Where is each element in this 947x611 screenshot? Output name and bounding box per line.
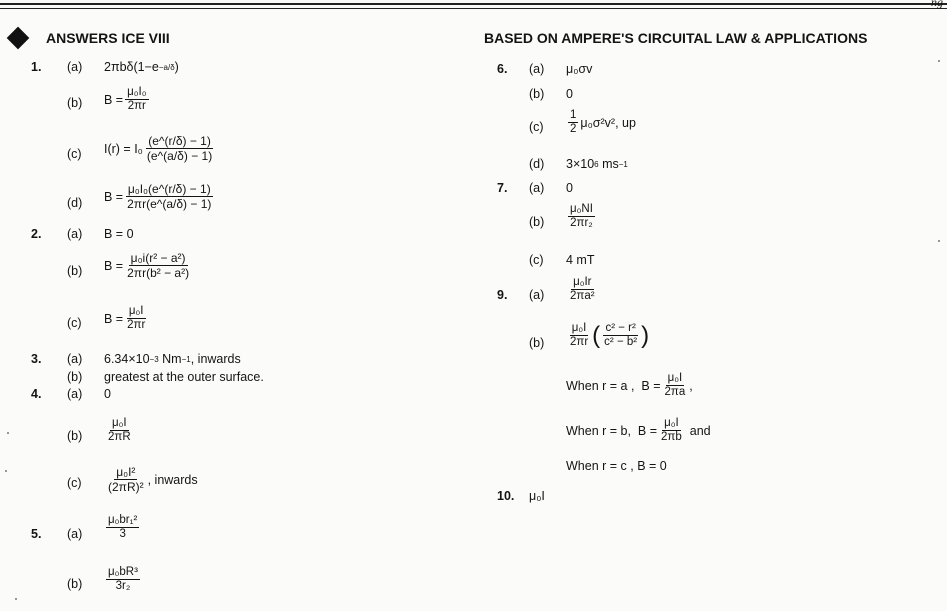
q2b-answer: B = $\frac{\text{μ₀i(r² − a²)}}{\text{2πr(b² − a²)}}$ (104, 251, 190, 280)
q3a-label: (a) (67, 352, 83, 366)
q9a-answer: $\frac{\text{μ₀Ir}}{\text{2πa²}}$ (570, 276, 595, 302)
q6d-label: (d) (529, 157, 545, 171)
q4a-label: (a) (67, 387, 83, 401)
q6b-label: (b) (529, 87, 545, 101)
q9a-label: (a) (529, 288, 545, 302)
q7c-answer: 4 mT (566, 253, 595, 267)
q5-number: 5. (31, 527, 42, 541)
q7a-label: (a) (529, 181, 545, 195)
q7a-answer: 0 (566, 181, 573, 195)
q4a-answer: 0 (104, 387, 111, 401)
q7-number: 7. (497, 181, 508, 195)
q4c-answer: $\frac{\text{μ₀I²}}{\text{(2πR)²}}$ , inwards (108, 465, 198, 494)
q2a-answer: B = 0 (104, 227, 134, 241)
q5a-label: (a) (67, 527, 83, 541)
q7b-answer: $\frac{\text{μ₀NI}}{\text{2πr₂}}$ (570, 203, 593, 229)
q4-number: 4. (31, 387, 42, 401)
q5a-answer: $\frac{\text{μ₀br₁²}}{3}$ (108, 514, 138, 540)
page-header-fragment: ng (931, 0, 943, 9)
q10-answer: μ₀I (529, 489, 545, 503)
scan-speck (15, 598, 17, 600)
q6a-label: (a) (529, 62, 545, 76)
q6-number: 6. (497, 62, 508, 76)
q7c-label: (c) (529, 253, 544, 267)
q2c-answer: B = $\frac{\text{μ₀I}}{2\pi r}$ (104, 305, 146, 331)
q1a-label: (a) (67, 60, 83, 74)
top-rule-thin (0, 8, 947, 9)
q1c-answer: I(r) = I₀ $\frac{(e\^{}(r/\delta) - 1)}{(e\^{}(a/\delta) - 1)}$ (104, 134, 213, 163)
q2c-label: (c) (67, 316, 82, 330)
q1b-answer: B = $\frac{\text{μ₀I₀}}{2\pi r}$ (104, 86, 147, 112)
q9-when-c: When r = c , B = 0 (566, 459, 667, 473)
q10-number: 10. (497, 489, 515, 503)
left-heading: ANSWERS ICE VIII (46, 30, 170, 46)
scan-speck (7, 432, 9, 434)
q5b-answer: $\frac{\text{μ₀bR³}}{\text{3r₂}}$ (108, 566, 138, 592)
q9b-answer: $\frac{\text{μ₀I}}{2\pi r}$ ( $\frac{\text{c² − r²}}{\text{c² − b²}}$ ) (570, 321, 650, 349)
q3b-answer: greatest at the outer surface. (104, 370, 264, 384)
diamond-bullet-icon (7, 27, 30, 50)
q9-when-a: When r = a , B = $\frac{\text{μ₀I}}{2\pi a}$ , (566, 372, 693, 398)
q6a-answer: μ₀σv (566, 62, 593, 76)
q3b-label: (b) (67, 370, 83, 384)
q9b-label: (b) (529, 336, 545, 350)
right-heading: BASED ON AMPERE'S CIRCUITAL LAW & APPLICATIONS (484, 30, 868, 46)
q1c-label: (c) (67, 147, 82, 161)
q2a-label: (a) (67, 227, 83, 241)
q5b-label: (b) (67, 577, 83, 591)
scan-speck (938, 240, 940, 242)
q6d-answer: 3×10 6 ms −1 (566, 157, 628, 171)
q3a-answer: 6.34×10 −3 Nm −1 , inwards (104, 352, 241, 366)
scan-speck (938, 60, 940, 62)
q9-number: 9. (497, 288, 508, 302)
q6c-label: (c) (529, 120, 544, 134)
q3-number: 3. (31, 352, 42, 366)
q6c-answer: $\frac{1}{2}$ μ₀σ²v², up (570, 109, 636, 135)
q1b-label: (b) (67, 96, 83, 110)
q4b-answer: $\frac{\text{μ₀I}}{2\pi R}$ (108, 417, 131, 443)
q1-number: 1. (31, 60, 42, 74)
q6b-answer: 0 (566, 87, 573, 101)
q1a-answer: 2πbδ(1−e −a/δ ) (104, 60, 179, 74)
q7b-label: (b) (529, 215, 545, 229)
q1d-label: (d) (67, 196, 83, 210)
q4b-label: (b) (67, 429, 83, 443)
scan-speck (5, 470, 7, 472)
q2b-label: (b) (67, 264, 83, 278)
top-rule (0, 3, 947, 5)
q9-when-b: When r = b, B = $\frac{\text{μ₀I}}{2\pi b}$ and (566, 417, 711, 443)
q4c-label: (c) (67, 476, 82, 490)
q1d-answer: B = $\frac{\text{μ₀I₀(e\textasciicircum{}(r/δ) − 1)}}{2\pi r(e\^{}(a/\delta) - 1)}$ (104, 182, 212, 211)
q2-number: 2. (31, 227, 42, 241)
